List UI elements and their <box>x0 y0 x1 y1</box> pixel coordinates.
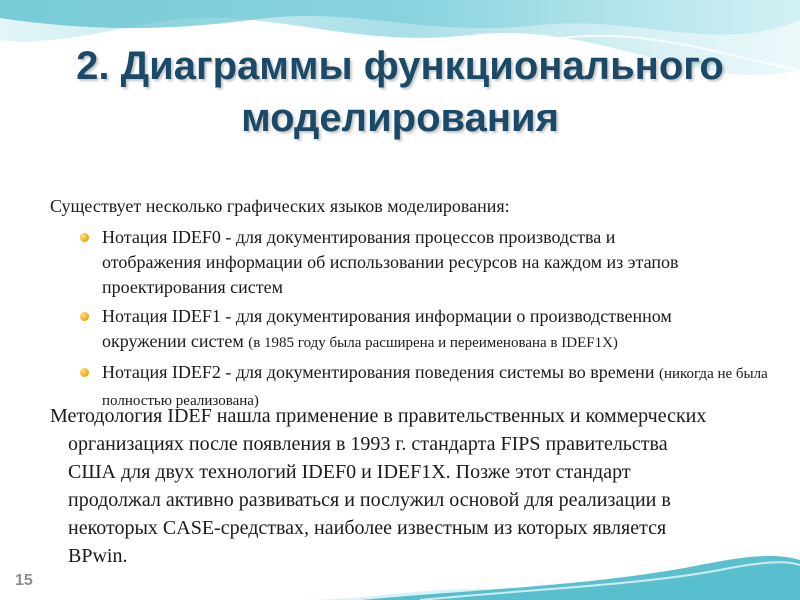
idef-methodology-paragraph <box>50 402 750 570</box>
list-item-idef1 <box>80 304 780 356</box>
paragraph-line: организациях после появления в 1993 г. стандарта FIPS правительства <box>68 433 668 455</box>
paragraph-line: BPwin. <box>68 545 128 567</box>
bullet-line: Нотация IDEF1 - для документирования информации о производственном <box>102 306 672 326</box>
bullet-line: Нотация IDEF2 - для документирования поведения системы во времени <box>102 362 655 382</box>
bullet-line: окружении систем <box>102 331 244 351</box>
bullet-dot-icon <box>80 233 89 242</box>
list-item-idef0 <box>80 225 780 300</box>
notation-list <box>80 225 780 414</box>
paragraph-line: Методология IDEF нашла применение в правительственных и коммерческих <box>50 405 707 427</box>
slide-title-line1: 2. Диаграммы функционального <box>76 44 724 88</box>
bullet-line: отображения информации об использовании ресурсов на каждом из этапов <box>102 252 679 272</box>
bullet-line: проектирования систем <box>102 277 284 297</box>
slide-title-line2: моделирования <box>241 96 559 140</box>
paragraph-line: продолжал активно развиваться и послужил основой для реализации в <box>68 489 671 511</box>
page-number: 15 <box>15 572 33 589</box>
intro-text: Существует несколько графических языков моделирования: <box>50 196 510 216</box>
paragraph-line: США для двух технологий IDEF0 и IDEF1X. Позже этот стандарт <box>68 461 631 483</box>
bullet-note: (в 1985 году была расширена и переименована в IDEF1X) <box>248 335 618 351</box>
bullet-dot-icon <box>80 312 89 321</box>
bullet-note: (никогда не была полностью реализована) <box>102 366 768 409</box>
bullet-line: Нотация IDEF0 - для документирования процессов производства и <box>102 227 616 247</box>
paragraph-line: некоторых CASE-средствах, наиболее известным из которых является <box>68 517 667 539</box>
bullet-line-with-note <box>102 329 780 356</box>
bullet-dot-icon <box>80 368 89 377</box>
